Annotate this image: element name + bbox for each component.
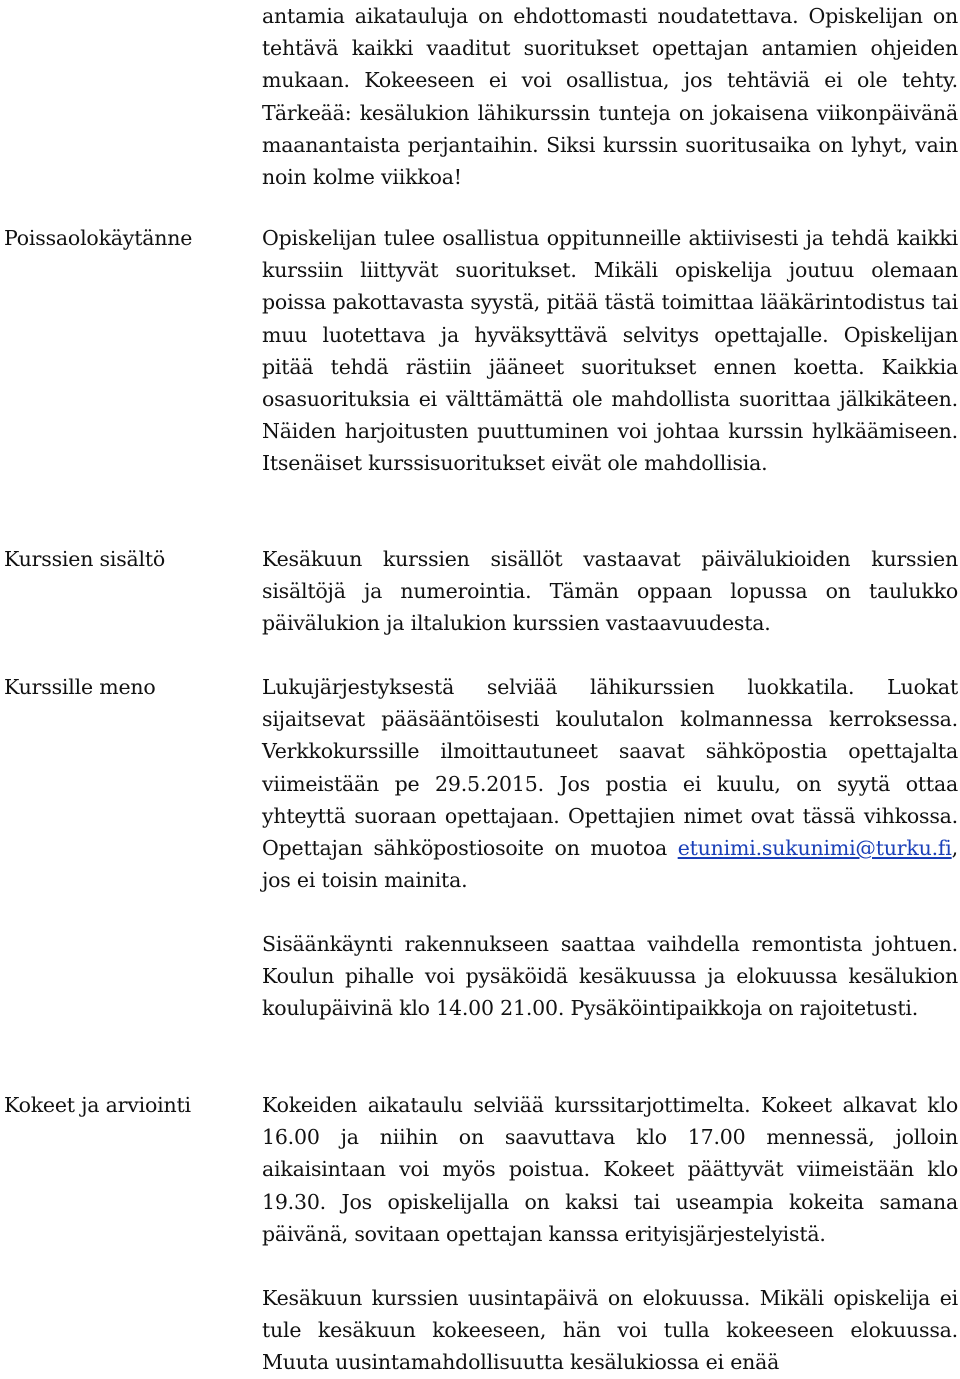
attending-course-paragraph: Lukujärjestyksestä selviää lähikurssien luokkatila. Luokat sijaitsevat pääsääntöisesti koulutalon kolmannessa kerroksessa. Verkkokurssille ilmoittautuneet saavat sähköpostia opettajalta viimeistään pe 29.5.2015. Jos postia ei kuulu, on syytä ottaa yhteyttä suoraan opettajaan. Opettajien nimet ovat tässä vihkossa. Opettajan sähköpostiosoite on muotoa — [262, 675, 958, 861]
attending-course-text — [262, 671, 958, 896]
absence-policy-text: Opiskelijan tulee osallistua oppitunneille aktiivisesti ja tehdä kaikki kurssiin liittyvät suoritukset. Mikäli opiskelija joutuu olemaan poissa pakottavasta syystä, pitää tästä toimittaa lääkärintodistus tai muu luotettava ja hyväksyttävä selvitys opettajalle. Opiskelijan pitää tehdä rästiin jääneet suoritukset ennen koetta. Kaikkia osasuorituksia ei välttämättä ole mahdollista suorittaa jälkikäteen. Näiden harjoitusten puuttuminen voi johtaa kurssin hylkäämiseen. Itsenäiset kurssisuoritukset eivät ole mahdollisia. — [262, 226, 958, 476]
section-label-absence-policy: Poissaolokäytänne — [4, 226, 193, 250]
entrance-parking-text: Sisäänkäynti rakennukseen saattaa vaihdella remontista johtuen. Koulun pihalle voi pysäköidä kesäkuussa ja elokuussa kesälukion koulupäivinä klo 14.00 21.00. Pysäköintipaikkoja on rajoitetusti. — [262, 932, 958, 1021]
email-suffix-text: , jos ei toisin mainita. — [262, 836, 958, 893]
retake-text: Kesäkuun kurssien uusintapäivä on elokuussa. Mikäli opiskelija ei tule kesäkuun kokeeseen, hän voi tulla kokeeseen elokuussa. Muuta uusintamahdollisuutta kesälukiossa ei enää — [262, 1286, 958, 1375]
intro-text: antamia aikatauluja on ehdottomasti noudatettava. Opiskelijan on tehtävä kaikki vaaditut suoritukset opettajan antamien ohjeiden mukaan. Kokeeseen ei voi osallistua, jos tehtäviä ei ole tehty. Tärkeää: kesälukion lähikurssin tunteja on jokaisena viikonpäivänä maanantaista perjantaihin. Siksi kurssin suoritusaika on lyhyt, vain noin kolme viikkoa! — [262, 4, 958, 190]
section-label-exams: Kokeet ja arviointi — [4, 1093, 191, 1117]
section-label-course-content: Kurssien sisältö — [4, 547, 166, 571]
exams-schedule-text: Kokeiden aikataulu selviää kurssitarjottimelta. Kokeet alkavat klo 16.00 ja niihin on saavuttava klo 17.00 mennessä, jolloin aikaisintaan voi myös poistua. Kokeet päättyvät viimeistään klo 19.30. Jos opiskelijalla on kaksi tai useampia kokeita samana päivänä, sovitaan opettajan kanssa erityisjärjestelyistä. — [262, 1093, 958, 1246]
course-content-text: Kesäkuun kurssien sisällöt vastaavat päivälukioiden kurssien sisältöjä ja numerointia. Tämän oppaan lopussa on taulukko päivälukion ja iltalukion kurssien vastaavuudesta. — [262, 547, 958, 636]
email-format-link[interactable]: etunimi.sukunimi@turku.fi — [677, 836, 952, 861]
section-label-attending-course: Kurssille meno — [4, 675, 156, 699]
